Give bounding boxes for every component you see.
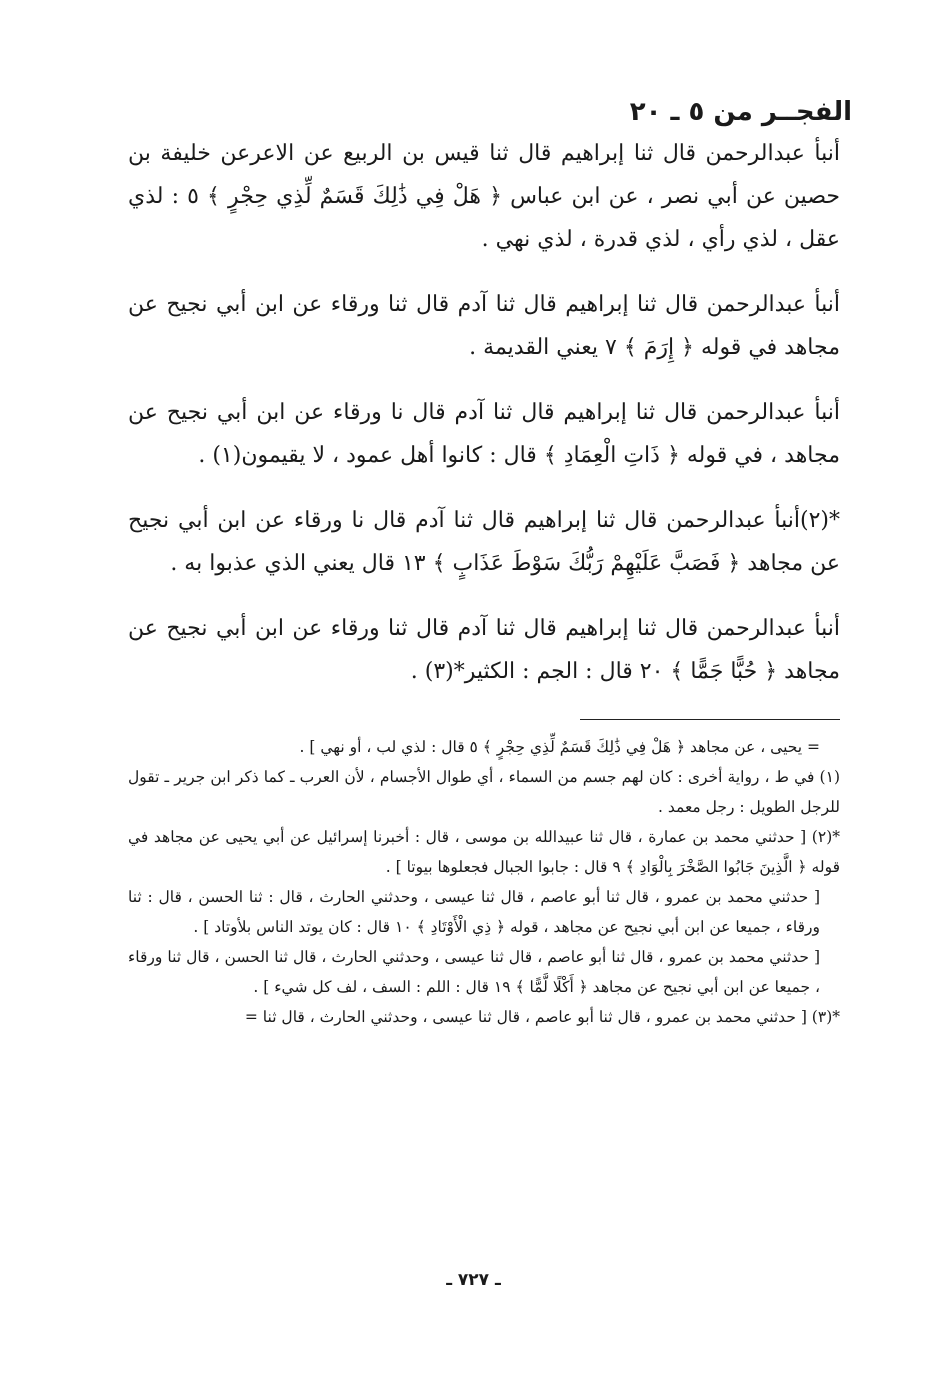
footnotes [128,732,840,1032]
footnote-2-continued-a: [ حدثني محمد بن عمرو ، قال ثنا أبو عاصم ، قال ثنا عيسى ، وحدثني الحارث ، قال : ثنا الحسن ، قال : ثنا ورقاء ، جميعا عن ابن أبي نجيح عن مجاهد ، قوله ﴿ ذِي الْأَوْتَادِ ﴾ ١٠ قال : كان يوتد الناس بلأوتاد ] . [128,888,820,936]
footnote-3: *(٣) [ حدثني محمد بن عمرو ، قال ثنا أبو عاصم ، قال ثنا عيسى ، وحدثني الحارث ، قال ثنا = [244,1008,840,1026]
footnote-continuation: = يحيى ، عن مجاهد ﴿ هَلْ فِي ذَٰلِكَ قَسَمٌ لِّذِي حِجْرٍ ﴾ ٥ قال : لذي لب ، أو نهي ] . [299,738,820,756]
surah-heading: الفجــر من ٥ ـ ٢٠ [629,97,852,127]
narration-3: أنبأ عبدالرحمن قال ثنا إبراهيم قال ثنا آدم قال نا ورقاء عن ابن أبي نجيح عن مجاهد ، في قوله ﴿ ذَاتِ الْعِمَادِ ﴾ قال : كانوا أهل عمود ، لا يقيمون(١) . [128,400,840,468]
page-body [128,92,852,1032]
narration-2: أنبأ عبدالرحمن قال ثنا إبراهيم قال ثنا آدم قال ثنا ورقاء عن ابن أبي نجيح عن مجاهد في قوله ﴿ إِرَمَ ﴾ ٧ يعني القديمة . [128,292,840,360]
narration-5: أنبأ عبدالرحمن قال ثنا إبراهيم قال ثنا آدم قال ثنا ورقاء عن ابن أبي نجيح عن مجاهد ﴿ حُبًّا جَمًّا ﴾ ٢٠ قال : الجم : الكثير*(٣) . [128,616,840,684]
footnote-1: (١) في ط ، رواية أخرى : كان لهم جسم من السماء ، أي طوال الأجسام ، لأن العرب ـ كما ذكر ابن جرير ـ تقول للرجل الطويل : رجل معمد . [128,768,840,816]
footnote-divider [580,719,840,720]
page-number: ـ ٧٢٧ ـ [446,1270,501,1290]
footnote-2-continued-b: [ حدثني محمد بن عمرو ، قال ثنا أبو عاصم ، قال ثنا عيسى ، وحدثني الحارث ، قال ثنا الحسن ، قال ثنا ورقاء ، جميعا عن ابن أبي نجيح عن مجاهد ﴿ أَكْلًا لَّمًّا ﴾ ١٩ قال : اللم : السف ، لف كل شيء ] . [128,948,820,996]
narration-4: *(٢)أنبأ عبدالرحمن قال ثنا إبراهيم قال ثنا آدم قال نا ورقاء عن ابن أبي نجيح عن مجاهد ﴿ فَصَبَّ عَلَيْهِمْ رَبُّكَ سَوْطَ عَذَابٍ ﴾ ١٣ قال يعني الذي عذبوا به . [128,508,840,576]
narration-1: أنبأ عبدالرحمن قال ثنا إبراهيم قال ثنا قيس بن الربيع عن الاعرعن خليفة بن حصين عن أبي نصر ، عن ابن عباس ﴿ هَلْ فِي ذَٰلِكَ قَسَمٌ لِّذِي حِجْرٍ ﴾ ٥ : لذي عقل ، لذي رأي ، لذي قدرة ، لذي نهي . [128,141,840,252]
footnote-2: *(٢) [ حدثني محمد بن عمارة ، قال ثنا عبيدالله بن موسى ، قال : أخبرنا إسرائيل عن أبي يحيى عن مجاهد في قوله ﴿ الَّذِينَ جَابُوا الصَّخْرَ بِالْوَادِ ﴾ ٩ قال : جابوا الجبال فجعلوها بيوتا ] . [128,828,840,876]
